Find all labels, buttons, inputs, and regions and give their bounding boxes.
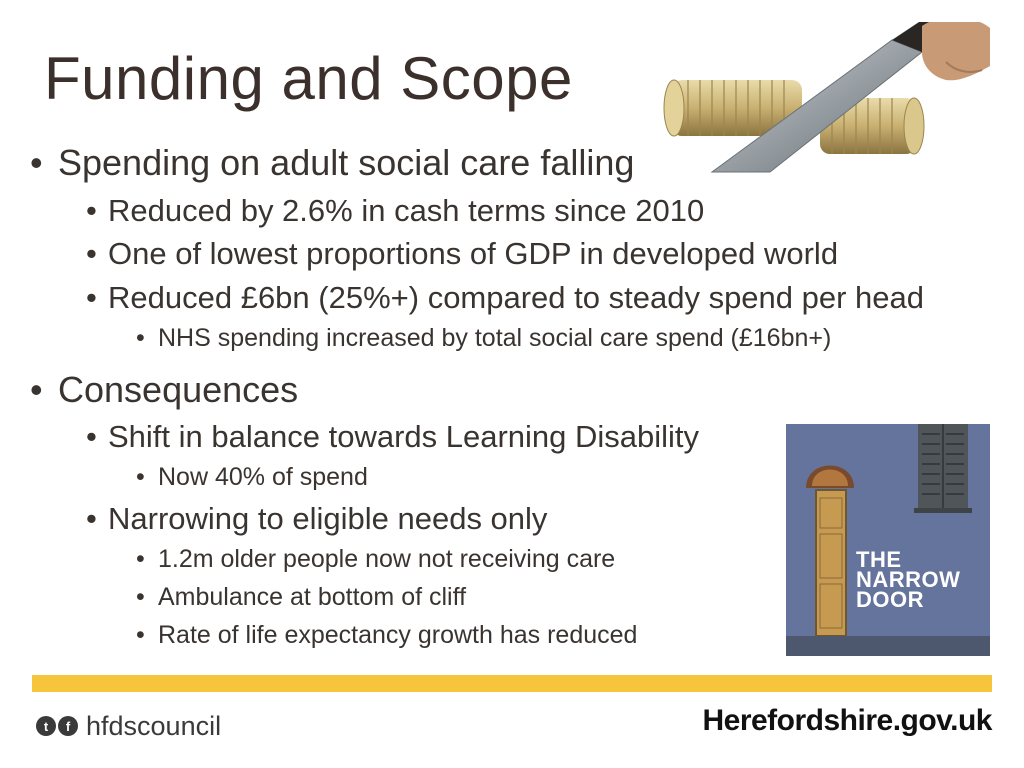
twitter-icon[interactable]: t [36,716,56,736]
bullet-item: • Narrowing to eligible needs only [86,501,548,536]
bullet-item: • Consequences [30,369,299,410]
bullet-item: • Reduced by 2.6% in cash terms since 2010 [86,193,705,228]
bullet-item: • Shift in balance towards Learning Disability [86,419,700,454]
bullet-item: • Now 40% of spend [136,463,368,491]
website-logo: Herefordshire.gov.uk [702,704,992,737]
bullet-item: • NHS spending increased by total social care spend (£16bn+) [136,324,832,352]
knife-cutting-coins-image [660,22,990,182]
social-handle: hfdscouncil [86,710,222,741]
bullet-item: • 1.2m older people now not receiving care [136,545,616,573]
slide-title: Funding and Scope [44,45,573,112]
bullet-item: • Rate of life expectancy growth has reduced [136,621,638,649]
narrow-door-image [786,424,990,656]
facebook-icon[interactable]: f [58,716,78,736]
bullet-item: • One of lowest proportions of GDP in developed world [86,236,839,271]
bullet-item: • Spending on adult social care falling [30,142,635,183]
bullet-item: • Reduced £6bn (25%+) compared to steady spend per head [86,280,925,315]
bullet-item: • Ambulance at bottom of cliff [136,583,467,611]
narrow-door-illustration [786,424,990,656]
accent-bar [32,675,992,692]
social-footer [36,706,221,746]
door-caption: THE NARROW DOOR [856,547,961,612]
